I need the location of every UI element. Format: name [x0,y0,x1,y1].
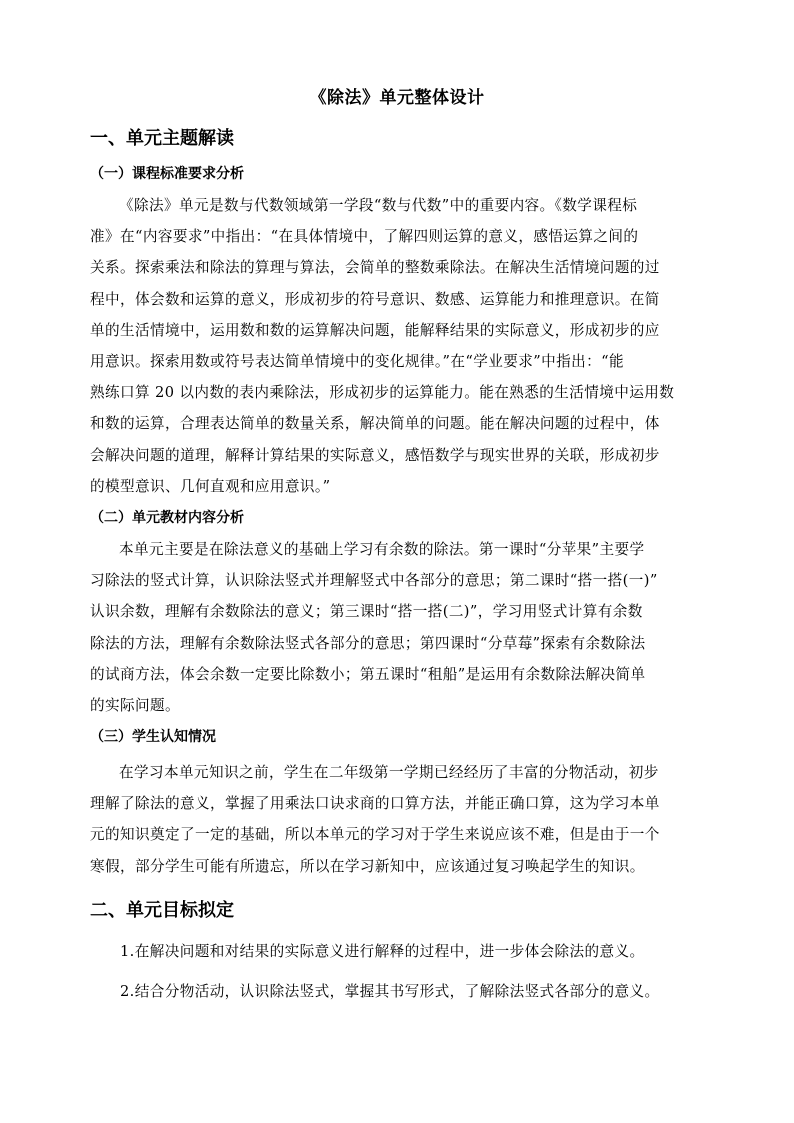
paragraph-line: 习除法的竖式计算，认识除法竖式并理解竖式中各部分的意思；第二课时“搭一搭(一)” [90,572,658,590]
paragraph-line: 寒假，部分学生可能有所遗忘，所以在学习新知中，应该通过复习唤起学生的知识。 [90,857,645,875]
goal-item: 1.在解决问题和对结果的实际意义进行解释的过程中，进一步体会除法的意义。 [120,943,645,960]
paragraph-line: 准》在“内容要求”中指出：“在具体情境中，了解四则运算的意义，感悟运算之间的 [90,228,639,246]
subsection-heading-textbook: （二）单元教材内容分析 [90,510,244,526]
subsection-heading-cognition: （三）学生认知情况 [90,729,216,745]
paragraph-line: 本单元主要是在除法意义的基础上学习有余数的除法。第一课时“分苹果”主要学 [119,541,645,558]
goal-item: 2.结合分物活动，认识除法竖式，掌握其书写形式，了解除法竖式各部分的意义。 [120,983,660,1000]
section-heading-theme: 一、单元主题解读 [90,128,234,149]
subsection-heading-curriculum: （一）课程标准要求分析 [90,166,244,182]
paragraph-line: 认识余数，理解有余数除法的意义；第三课时“搭一搭(二)”，学习用竖式计算有余数 [90,603,643,621]
paragraph-line: 的模型意识、几何直观和应用意识。” [90,477,331,495]
paragraph-line: 在学习本单元知识之前，学生在二年级第一学期已经经历了丰富的分物活动，初步 [119,764,659,781]
paragraph-line: 的实际问题。 [90,697,180,715]
paragraph-line: 和数的运算，合理表达简单的数量关系，解决简单的问题。能在解决问题的过程中，体 [90,415,660,433]
paragraph-line: 用意识。探索用数或符号表达简单情境中的变化规律。”在“学业要求”中指出：“能 [90,353,624,371]
paragraph-textbook [90,534,708,721]
paragraph-cognition [90,757,708,882]
paragraph-line: 元的知识奠定了一定的基础，所以本单元的学习对于学生来说应该不难，但是由于一个 [90,826,660,844]
paragraph-line: 关系。探索乘法和除法的算理与算法，会简单的整数乘除法。在解决生活情境问题的过 [90,259,660,277]
paragraph-line: 熟练口算 20 以内数的表内乘除法，形成初步的运算能力。能在熟悉的生活情境中运用数 [90,384,675,402]
paragraph-line: 理解了除法的意义，掌握了用乘法口诀求商的口算方法，并能正确口算，这为学习本单 [90,795,660,813]
paragraph-line: 会解决问题的道理，解释计算结果的实际意义，感悟数学与现实世界的关联，形成初步 [90,446,660,464]
document-title: 《除法》单元整体设计 [309,88,485,108]
paragraph-line: 程中，体会数和运算的意义，形成初步的符号意识、数感、运算能力和推理意识。在简 [90,290,660,308]
paragraph-line: 《除法》单元是数与代数领域第一学段“数与代数”中的重要内容。《数学课程标 [119,197,638,214]
paragraph-curriculum [90,190,708,502]
paragraph-line: 单的生活情境中，运用数和数的运算解决问题，能解释结果的实际意义，形成初步的应 [90,321,660,339]
paragraph-line: 的试商方法，体会余数一定要比除数小；第五课时“租船”是运用有余数除法解决简单 [90,665,646,683]
section-heading-goals: 二、单元目标拟定 [90,900,234,921]
paragraph-line: 除法的方法，理解有余数除法竖式各部分的意思；第四课时“分草莓”探索有余数除法 [90,634,646,652]
